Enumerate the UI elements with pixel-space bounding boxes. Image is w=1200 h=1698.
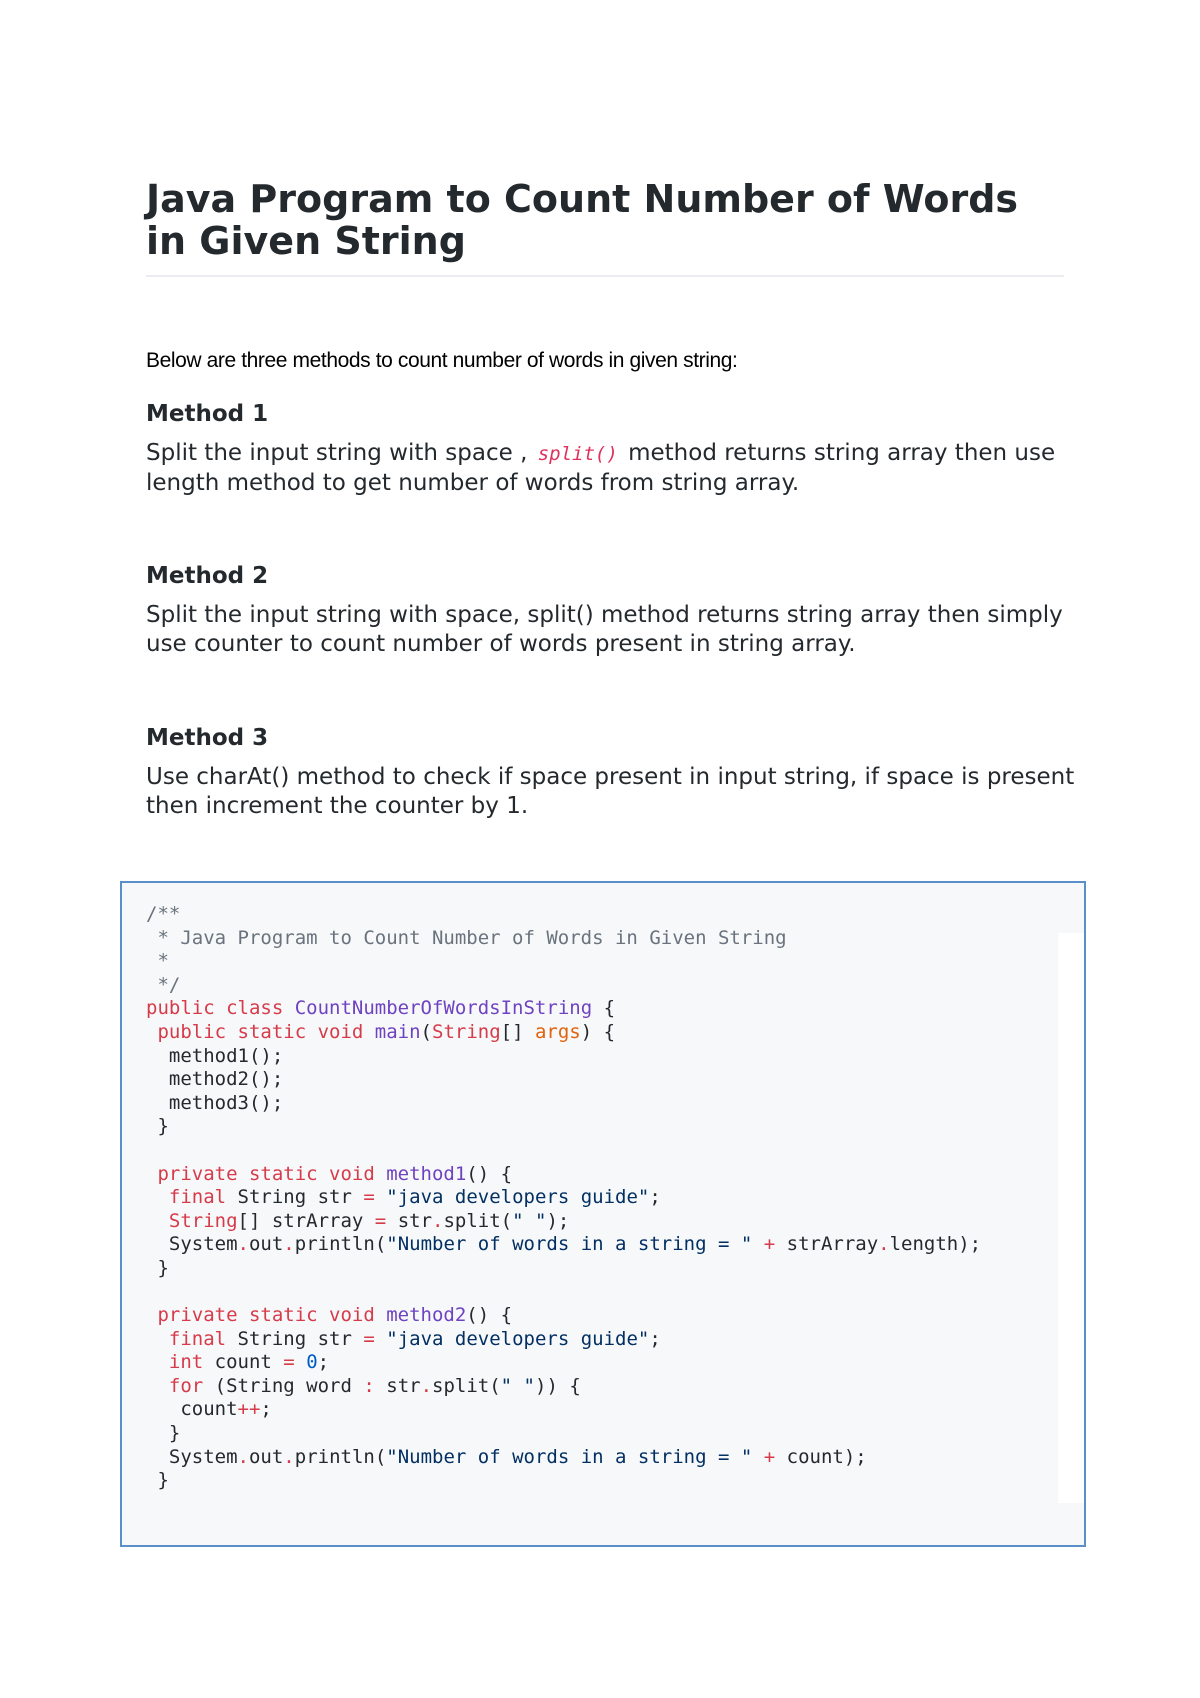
code-token: ) { — [580, 1020, 616, 1043]
code-line — [146, 1210, 981, 1234]
code-token: "Number of words in a string = " — [386, 1445, 753, 1468]
method-2-heading: Method 2 — [146, 563, 269, 589]
code-token: count — [214, 1351, 284, 1374]
code-token: count); — [786, 1445, 867, 1468]
code-token: split( — [443, 1209, 513, 1232]
code-token: for — [146, 1374, 215, 1397]
code-token: { — [592, 997, 616, 1020]
method-3-heading: Method 3 — [146, 725, 269, 751]
method-1-text — [146, 439, 1076, 498]
code-token: . — [420, 1374, 433, 1397]
code-token: . — [283, 1233, 295, 1256]
code-token: public static void — [146, 1020, 375, 1043]
code-token: () { — [466, 1162, 513, 1185]
code-token: public class — [146, 997, 295, 1020]
code-line — [146, 1115, 981, 1139]
method-3-text: Use charAt() method to check if space present in input string, if space is present then increment the counter by 1. — [146, 764, 1075, 819]
code-token: String str — [237, 1327, 364, 1350]
code-token: } — [146, 1256, 169, 1279]
code-line — [146, 1233, 981, 1257]
code-line — [146, 974, 981, 998]
code-line — [146, 1257, 981, 1281]
code-line — [146, 927, 981, 951]
code-line — [146, 997, 981, 1021]
code-token: (String word — [214, 1374, 364, 1397]
code-token: } — [146, 1422, 181, 1445]
code-token — [295, 1351, 306, 1373]
code-token: . — [283, 1445, 295, 1468]
code-token: private static void — [146, 1304, 387, 1327]
code-token: split( — [432, 1374, 501, 1397]
code-token: strArray — [786, 1233, 879, 1256]
code-token: + — [752, 1445, 787, 1468]
code-token: * Java Program to Count Number of Words in Given String — [146, 926, 787, 949]
code-token: )) { — [535, 1374, 581, 1397]
code-line — [146, 903, 981, 927]
code-token: ; — [649, 1327, 661, 1350]
method-1-text-after: method returns string array then use length method to get number of words from string array. — [146, 440, 1056, 496]
code-token: ; — [317, 1351, 330, 1374]
method-1-heading: Method 1 — [146, 401, 269, 427]
code-token: " " — [500, 1374, 535, 1397]
code-line — [146, 1021, 981, 1045]
code-line — [146, 1304, 981, 1328]
code-token: System — [146, 1445, 238, 1468]
code-token: ( — [420, 1020, 432, 1043]
code-token: ); — [546, 1209, 570, 1232]
code-token: method1(); — [146, 1044, 284, 1067]
code-token: int — [146, 1351, 215, 1374]
code-token: out — [248, 1233, 284, 1256]
code-token: . — [432, 1209, 444, 1232]
code-token: ; — [649, 1186, 661, 1209]
code-line — [146, 1351, 981, 1375]
title-divider — [146, 275, 1064, 277]
code-token: method1 — [386, 1162, 467, 1185]
code-line — [146, 1328, 981, 1352]
code-block-gutter — [1058, 933, 1084, 1503]
code-token: println( — [294, 1233, 387, 1256]
code-token: = — [283, 1351, 295, 1374]
code-token: () { — [466, 1304, 513, 1327]
code-token: "java developers guide" — [374, 1327, 650, 1350]
code-line — [146, 1092, 981, 1116]
code-line — [146, 1375, 981, 1399]
code-line — [146, 950, 981, 974]
code-token: final — [146, 1186, 238, 1209]
code-token: method2(); — [146, 1068, 284, 1091]
code-line — [146, 1186, 981, 1210]
code-token: [] strArray — [237, 1209, 375, 1232]
code-line — [146, 1045, 981, 1069]
code-line — [146, 1163, 981, 1187]
code-token: ++ — [237, 1398, 261, 1421]
code-line — [146, 1068, 981, 1092]
code-token: ; — [260, 1398, 272, 1421]
code-token: "java developers guide" — [374, 1186, 650, 1209]
code-line — [146, 1469, 981, 1493]
code-token: "Number of words in a string = " — [386, 1233, 753, 1256]
code-token: method2 — [386, 1304, 467, 1327]
code-token: } — [146, 1469, 169, 1492]
code-token: str — [374, 1374, 421, 1397]
code-token: 0 — [306, 1351, 318, 1374]
code-line — [146, 1139, 981, 1163]
code-block — [120, 881, 1086, 1547]
code-token: private static void — [146, 1162, 387, 1185]
code-token: String — [146, 1209, 238, 1232]
code-token: " " — [512, 1209, 547, 1232]
code-token: method3(); — [146, 1091, 284, 1114]
code-token: = — [374, 1209, 387, 1232]
code-token: String — [432, 1020, 501, 1043]
code-token: * — [146, 950, 169, 973]
method-2-text: Split the input string with space, split() method returns string array then simply use counter to count number of words present in string array. — [146, 602, 1063, 657]
code-token: /** — [146, 903, 181, 925]
code-line — [146, 1446, 981, 1470]
intro-text: Below are three methods to count number of words in given string: — [146, 349, 738, 372]
code-token: out — [248, 1445, 284, 1468]
code-line — [146, 1281, 981, 1305]
code-token: . — [237, 1445, 249, 1468]
inline-code-split: split() — [537, 443, 618, 465]
code-token: + — [752, 1233, 787, 1256]
code-token: str — [386, 1209, 433, 1232]
code-token: = — [363, 1186, 375, 1209]
code-token: : — [363, 1374, 375, 1397]
code-line — [146, 1422, 981, 1446]
code-token: String str — [237, 1186, 364, 1209]
code-token: [] — [500, 1020, 535, 1043]
code-token: println( — [294, 1445, 387, 1468]
code-listing — [146, 903, 981, 1493]
code-token: length); — [889, 1233, 982, 1256]
method-1-text-before: Split the input string with space , — [146, 440, 528, 466]
code-token: } — [146, 1115, 169, 1138]
code-token: . — [878, 1233, 890, 1256]
code-token: CountNumberOfWordsInString — [294, 997, 593, 1020]
code-token: . — [237, 1233, 249, 1256]
code-token: count — [146, 1398, 238, 1421]
code-token: System — [146, 1233, 238, 1256]
code-token: final — [146, 1327, 238, 1350]
code-line — [146, 1398, 981, 1422]
code-token: = — [363, 1327, 375, 1350]
code-token: args — [534, 1020, 581, 1043]
page-title: Java Program to Count Number of Words in Given String — [146, 177, 1019, 263]
code-token: */ — [146, 973, 181, 996]
code-token: main — [374, 1020, 421, 1043]
